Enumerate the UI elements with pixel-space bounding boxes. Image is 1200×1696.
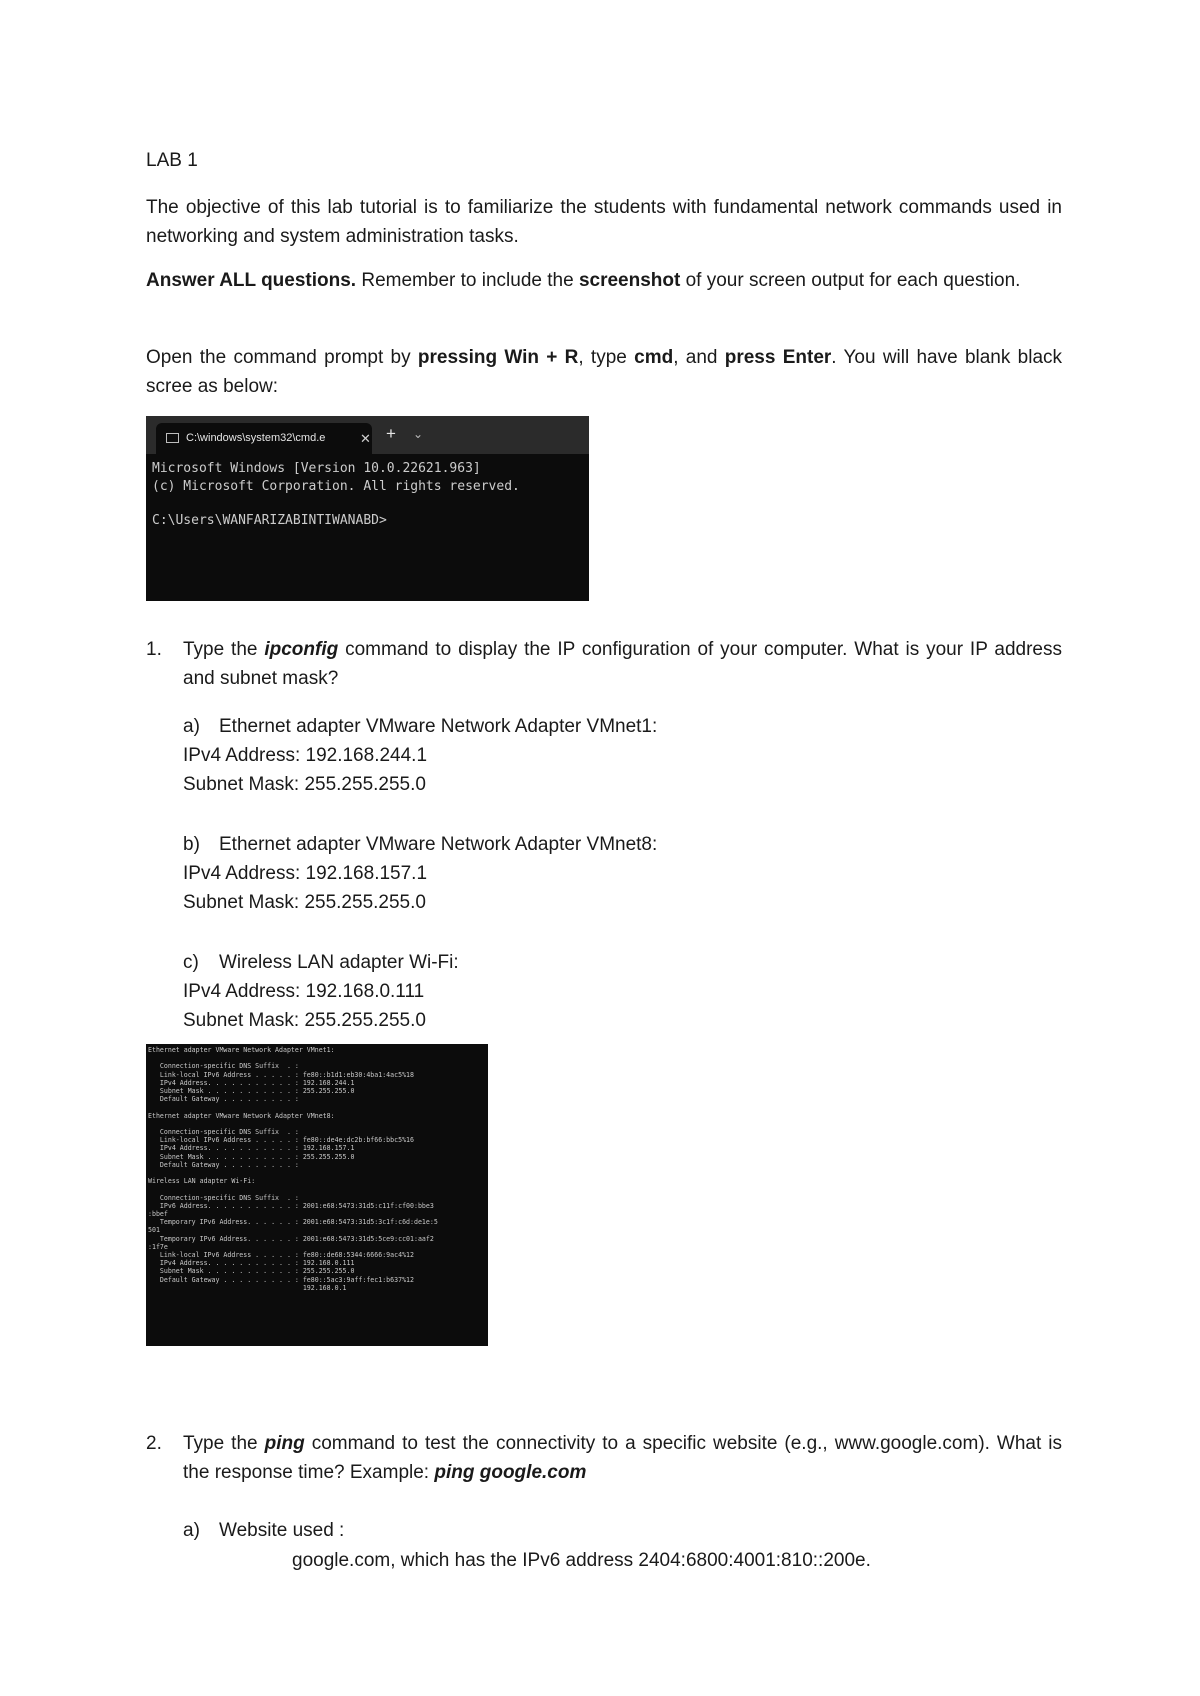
q1-text: Type the ipconfig command to display the IP configuration of your computer. What is your IP address and subnet mask? [183, 639, 1062, 689]
q1a-marker: a) [183, 716, 200, 737]
q1b-adapter: Ethernet adapter VMware Network Adapter VMnet8: [219, 834, 658, 855]
terminal-line: :bbef [148, 1209, 168, 1218]
terminal-line: Default Gateway . . . . . . . . . : [148, 1095, 299, 1104]
terminal-line: Ethernet adapter VMware Network Adapter VMnet1: [148, 1046, 335, 1054]
q1c-marker: c) [183, 952, 199, 973]
terminal-tab-title: C:\windows\system32\cmd.e [186, 432, 326, 444]
q2-text: Type the ping command to test the connectivity to a specific website (e.g., www.google.com). What is the response time? Example: ping google.com [183, 1433, 1062, 1483]
q1a-subnet: Subnet Mask: 255.255.255.0 [183, 774, 426, 795]
terminal-tab-bar [146, 416, 589, 454]
terminal-line: Connection-specific DNS Suffix . : [148, 1193, 299, 1202]
terminal-line [148, 1169, 488, 1177]
q2a-label: Website used : [219, 1520, 345, 1541]
chevron-down-icon: ⌄ [413, 427, 424, 441]
terminal-line [148, 1120, 488, 1128]
ipconfig-output [146, 1044, 488, 1292]
close-icon: ✕ [360, 431, 371, 446]
terminal-line: IPv4 Address. . . . . . . . . . . : 192.168.0.111 [148, 1259, 355, 1268]
terminal-line: Connection-specific DNS Suffix . : [148, 1062, 299, 1071]
terminal-output [146, 454, 589, 530]
terminal-line: :1f7e [148, 1242, 168, 1251]
q1a-ipv4: IPv4 Address: 192.168.244.1 [183, 745, 428, 766]
terminal-line: Link-local IPv6 Address . . . . . : fe80::de4e:dc2b:bf66:bbc5%16 [148, 1136, 414, 1145]
terminal-tab [156, 423, 372, 454]
q1c-adapter: Wireless LAN adapter Wi-Fi: [219, 952, 459, 973]
q2-command: ping [264, 1433, 305, 1454]
q2a-marker: a) [183, 1520, 200, 1541]
terminal-line [148, 1103, 488, 1111]
terminal-line: (c) Microsoft Corporation. All rights reserved. [152, 479, 520, 494]
terminal-line: IPv6 Address. . . . . . . . . . . : 2001:e68:5473:31d5:c11f:cf00:bbe3 [148, 1201, 434, 1210]
terminal-line: 192.168.0.1 [148, 1283, 347, 1292]
q1-command: ipconfig [264, 639, 339, 660]
terminal-line: Ethernet adapter VMware Network Adapter VMnet8: [148, 1111, 335, 1120]
instructions-paragraph: Answer ALL questions. Remember to include the screenshot of your screen output for each question. [146, 270, 1021, 291]
ipconfig-screenshot [146, 1044, 488, 1346]
open-cmd-paragraph: Open the command prompt by pressing Win + R, type cmd, and press Enter. You will have blank black scree as below: [146, 347, 1063, 397]
q1b-marker: b) [183, 834, 200, 855]
lab-title: LAB 1 [146, 150, 198, 171]
q1c-ipv4: IPv4 Address: 192.168.0.111 [183, 981, 425, 1002]
q2a-answer: google.com, which has the IPv6 address 2404:6800:4001:810::200e. [292, 1550, 871, 1571]
terminal-icon [166, 433, 179, 443]
q2-example: ping google.com [434, 1462, 587, 1483]
terminal-line: Link-local IPv6 Address . . . . . : fe80::de68:5344:6666:9ac4%12 [148, 1251, 414, 1259]
terminal-line: Subnet Mask . . . . . . . . . . . : 255.255.255.0 [148, 1087, 355, 1095]
terminal-line [148, 1185, 488, 1193]
terminal-line: Microsoft Windows [Version 10.0.22621.963] [152, 461, 481, 476]
terminal-line: IPv4 Address. . . . . . . . . . . : 192.168.244.1 [148, 1078, 355, 1087]
terminal-line [148, 1054, 488, 1062]
terminal-line: Wireless LAN adapter Wi-Fi: [148, 1177, 256, 1186]
terminal-line: Temporary IPv6 Address. . . . . . : 2001:e68:5473:31d5:5ce9:cc01:aaf2 [148, 1234, 434, 1243]
q1b-ipv4: IPv4 Address: 192.168.157.1 [183, 863, 428, 884]
terminal-line: Link-local IPv6 Address . . . . . : fe80::b1d1:eb30:4ba1:4ac5%18 [148, 1070, 414, 1079]
answer-all-text: Answer ALL questions. [146, 270, 357, 291]
q1b-subnet: Subnet Mask: 255.255.255.0 [183, 892, 426, 913]
terminal-line: Temporary IPv6 Address. . . . . . : 2001:e68:5473:31d5:3c1f:c6d:de1e:5 [148, 1218, 438, 1227]
screenshot-text: screenshot [578, 270, 681, 291]
new-tab-icon: + [386, 424, 396, 443]
q1c-subnet: Subnet Mask: 255.255.255.0 [183, 1010, 426, 1031]
terminal-prompt: C:\Users\WANFARIZABINTIWANABD> [152, 513, 387, 528]
q2-number: 2. [146, 1433, 162, 1454]
q1-number: 1. [146, 639, 162, 660]
terminal-line: Connection-specific DNS Suffix . : [148, 1127, 299, 1136]
terminal-line: Subnet Mask . . . . . . . . . . . : 255.255.255.0 [148, 1267, 355, 1276]
q1a-adapter: Ethernet adapter VMware Network Adapter VMnet1: [219, 716, 658, 737]
objective-paragraph: The objective of this lab tutorial is to familiarize the students with fundamental network commands used in networking and system administration tasks. [146, 197, 1062, 247]
cmd-screenshot [146, 416, 589, 601]
terminal-line: IPv4 Address. . . . . . . . . . . : 192.168.157.1 [148, 1144, 355, 1153]
terminal-line: 501 [148, 1226, 160, 1235]
terminal-line: Default Gateway . . . . . . . . . : fe80::5ac3:9aff:fec1:b637%12 [148, 1275, 414, 1284]
terminal-line: Subnet Mask . . . . . . . . . . . : 255.255.255.0 [148, 1152, 355, 1161]
terminal-line: Default Gateway . . . . . . . . . : [148, 1160, 299, 1169]
